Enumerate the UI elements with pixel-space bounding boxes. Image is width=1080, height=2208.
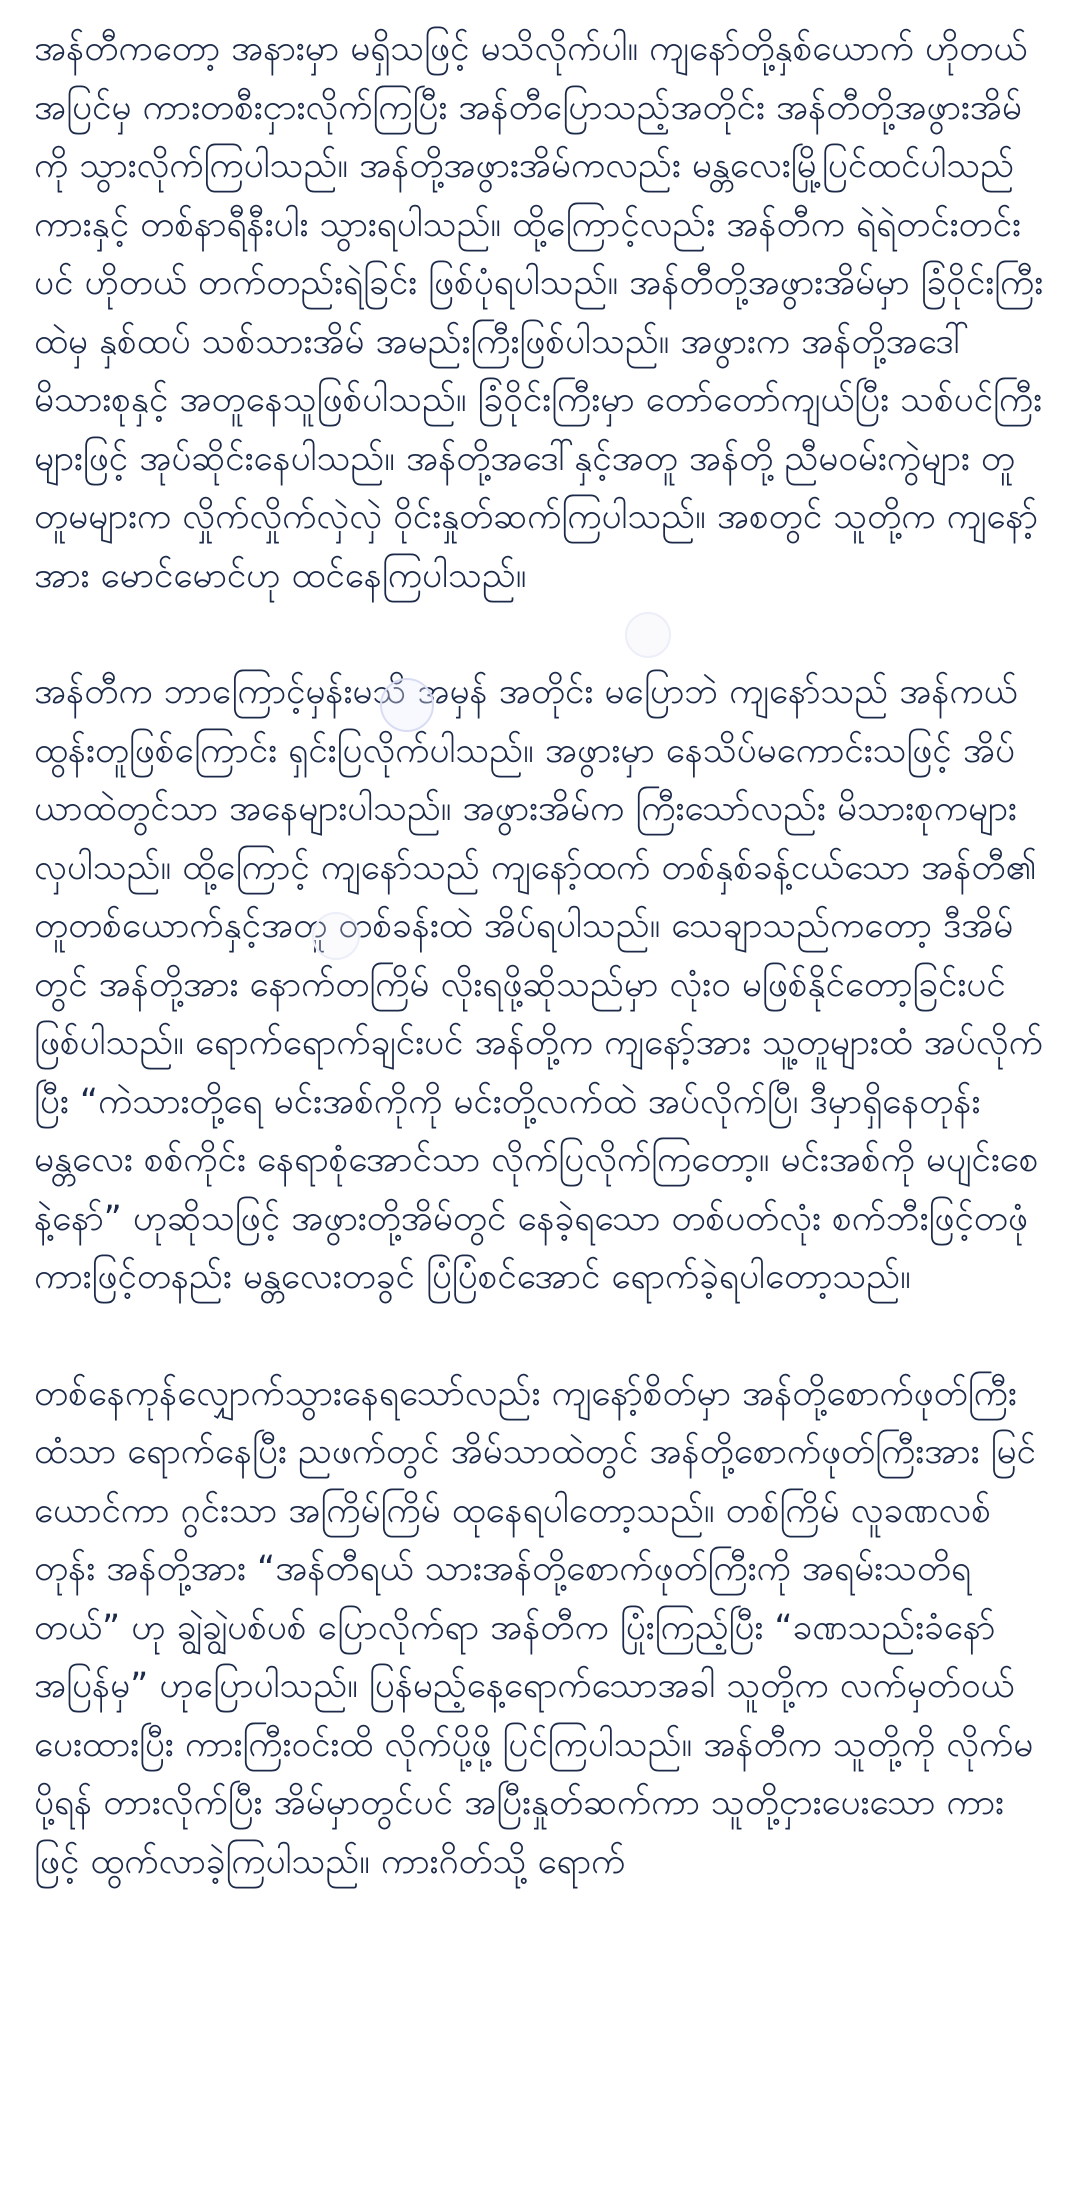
touch-indicator-faint — [312, 912, 360, 960]
paragraph-2: အန်တီက ဘာကြောင့်မှန်းမသိ အမှန် အတိုင်း မပြောဘဲ ကျနော်သည် အန်ကယ်ထွန်းတူဖြစ်ကြောင်း ရှင်းပြလိုက်ပါသည်။ အဖွားမှာ နေသိပ်မကောင်းသဖြင့် အိပ်ယာထဲတွင်သာ အနေများပါသည်။ အဖွားအိမ်က ကြီးသော်လည်း မိသားစုကများလှပါသည်။ ထို့ကြောင့် ကျနော်သည် ကျနော့်ထက် တစ်နှစ်ခန့်ငယ်သော အန်တီ၏ တူတစ်ယောက်နှင့်အတူ တစ်ခန်းထဲ အိပ်ရပါသည်။ သေချာသည်ကတော့ ဒီအိမ်တွင် အန်တို့အား နောက်တကြိမ် လိုးရဖို့ဆိုသည်မှာ လုံးဝ မဖြစ်နိုင်တော့ခြင်းပင် ဖြစ်ပါသည်။ ရောက်ရောက်ချင်းပင် အန်တို့က ကျနော့်အား သူ့တူများထံ အပ်လိုက်ပြီး “ကဲသားတို့ရေ မင်းအစ်ကိုကို မင်းတို့လက်ထဲ အပ်လိုက်ပြီ၊ ဒီမှာရှိနေတုန်း မန္တလေး စစ်ကိုင်း နေရာစုံအောင်သာ လိုက်ပြလိုက်ကြတော့။ မင်းအစ်ကို မပျင်းစေနဲ့နော်” ဟုဆိုသဖြင့် အဖွားတို့အိမ်တွင် နေခဲ့ရသော တစ်ပတ်လုံး စက်ဘီးဖြင့်တဖုံ ကားဖြင့်တနည်း မန္တလေးတခွင် ပြံပြံစင်အောင် ရောက်ခဲ့ရပါတော့သည်။ — [34, 672, 1043, 1297]
touch-indicator-small — [625, 612, 671, 658]
article-body — [34, 20, 1046, 1949]
paragraph-1: အန်တီကတော့ အနားမှာ မရှိသဖြင့် မသိလိုက်ပါ။ ကျနော်တို့နှစ်ယောက် ဟိုတယ်အပြင်မှ ကားတစီးငှားလိုက်ကြပြီး အန်တီပြောသည့်အတိုင်း အန်တီတို့အဖွားအိမ်ကို သွားလိုက်ကြပါသည်။ အန်တို့အဖွားအိမ်ကလည်း မန္တလေးမြို့ပြင်ထင်ပါသည် ကားနှင့် တစ်နာရီနီးပါး သွားရပါသည်။ ထို့ကြောင့်လည်း အန်တီက ရဲရဲတင်းတင်းပင် ဟိုတယ် တက်တည်းရဲခြင်း ဖြစ်ပုံရပါသည်။ အန်တီတို့အဖွားအိမ်မှာ ခြံဝိုင်းကြီးထဲမှ နှစ်ထပ် သစ်သားအိမ် အမည်းကြီးဖြစ်ပါသည်။ အဖွားက အန်တို့အဒေါ် မိသားစုနှင့် အတူနေသူဖြစ်ပါသည်။ ခြံဝိုင်းကြီးမှာ တော်တော်ကျယ်ပြီး သစ်ပင်ကြီးများဖြင့် အုပ်ဆိုင်းနေပါသည်။ အန်တို့အဒေါ်နှင့်အတူ အန်တို့ ညီမဝမ်းကွဲများ တူတူမများက လှိုက်လှိုက်လှဲလှဲ ဝိုင်းနှုတ်ဆက်ကြပါသည်။ အစတွင် သူတို့က ကျနော့်အား မောင်မောင်ဟု ထင်နေကြပါသည်။ — [34, 29, 1044, 596]
paragraph-3: တစ်နေကုန်လျှောက်သွားနေရသော်လည်း ကျနော့်စိတ်မှာ အန်တို့စောက်ဖုတ်ကြီးထံသာ ရောက်နေပြီး ညဖက်တွင် အိမ်သာထဲတွင် အန်တို့စောက်ဖုတ်ကြီးအား မြင်ယောင်ကာ ဂွင်းသာ အကြိမ်ကြိမ် ထုနေရပါတော့သည်။ တစ်ကြိမ် လူခဏလစ်တုန်း အန်တို့အား “အန်တီရယ် သားအန်တို့စောက်ဖုတ်ကြီးကို အရမ်းသတိရတယ်” ဟု ချွဲချွဲပစ်ပစ် ပြောလိုက်ရာ အန်တီက ပြုံးကြည့်ပြီး “ခဏသည်းခံနော် အပြန်မှ” ဟုပြောပါသည်။ ပြန်မည့်နေ့ရောက်သောအခါ သူတို့က လက်မှတ်ဝယ်ပေးထားပြီး ကားကြီးဝင်းထိ လိုက်ပို့ဖို့ ပြင်ကြပါသည်။ အန်တီက သူတို့ကို လိုက်မပို့ရန် တားလိုက်ပြီး အိမ်မှာတွင်ပင် အပြီးနှုတ်ဆက်ကာ သူတို့ငှားပေးသော ကားဖြင့် ထွက်လာခဲ့ကြပါသည်။ ကားဂိတ်သို့ ရောက် — [34, 1373, 1036, 1882]
touch-indicator — [380, 678, 434, 732]
